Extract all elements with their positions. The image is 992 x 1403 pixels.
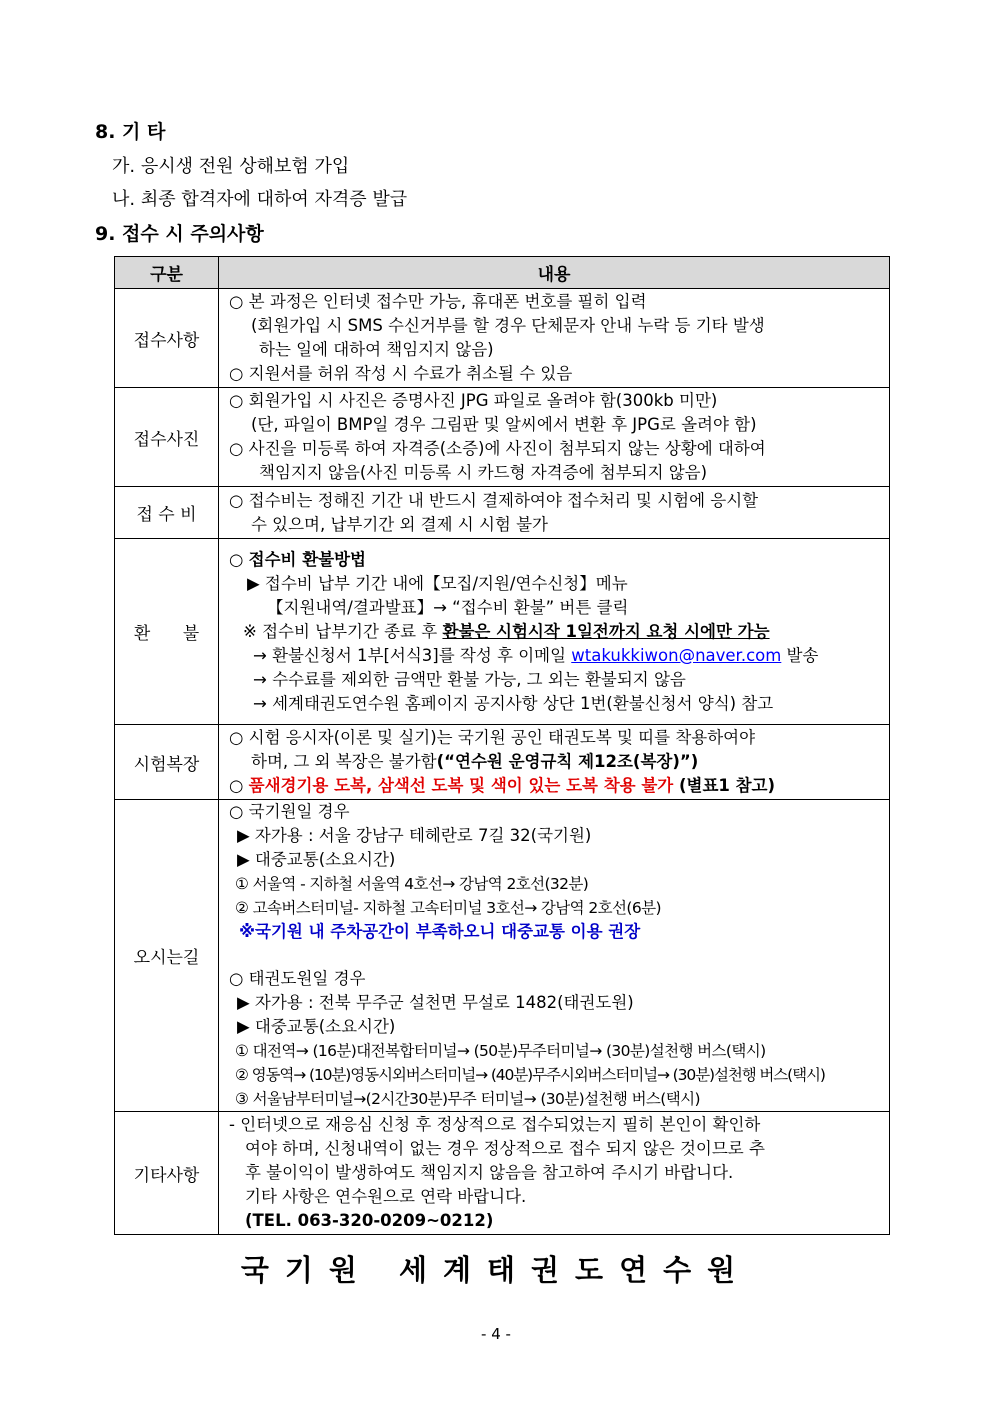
- content-reception: [219, 289, 890, 388]
- page-number: - 4 -: [481, 1325, 511, 1343]
- reception-line-1: ○ 본 과정은 인터넷 접수만 가능, 휴대폰 번호를 필히 입력: [229, 292, 647, 311]
- refund-step-2: 【지원내역/결과발표】→ “접수비 환불” 버튼 클릭: [267, 597, 629, 617]
- taekwondowon-transit: ▶ 대중교통(소요시간): [237, 1017, 396, 1036]
- reception-line-2: (회원가입 시 SMS 수신거부를 할 경우 단체문자 안내 누락 등 기타 발생: [251, 316, 765, 335]
- row-directions: [115, 800, 890, 1112]
- label-reception: 접수사항: [115, 289, 219, 388]
- label-directions: 오시는길: [115, 800, 219, 1112]
- taekwondowon-route-2: ② 영동역→ (10분)영동시외버스터미널→ (40분)무주시외버스터미널→ (30분)설천행 버스(택시): [235, 1066, 825, 1084]
- photo-line-1: ○ 회원가입 시 사진은 증명사진 JPG 파일로 올려야 함(300kb 미만): [229, 391, 718, 410]
- refund-arrow-1-prefix: → 환불신청서 1부[서식3]를 작성 후 이메일: [253, 645, 572, 665]
- refund-email-link[interactable]: wtakukkiwon@naver.com: [571, 645, 782, 665]
- kukkiwon-transit: ▶ 대중교통(소요시간): [237, 850, 396, 869]
- content-misc: [219, 1112, 890, 1235]
- label-refund: 환 불: [115, 539, 219, 725]
- misc-line-3: 후 불이익이 발생하여도 책임지지 않음을 참고하여 주시기 바랍니다.: [245, 1163, 734, 1182]
- refund-note-prefix: ※ 접수비 납부기간 종료 후: [243, 621, 443, 641]
- section8-item-2: 나. 최종 합격자에 대하여 자격증 발급: [112, 189, 408, 210]
- row-photo: [115, 388, 890, 487]
- section9-heading: 9. 접수 시 주의사항: [95, 223, 264, 245]
- refund-arrow-1-suffix: 발송: [781, 645, 819, 665]
- uniform-line-3: [229, 774, 881, 798]
- fee-line-1: ○ 접수비는 정해진 기간 내 반드시 결제하여야 접수처리 및 시험에 응시할: [229, 490, 759, 510]
- content-refund: [219, 539, 890, 725]
- refund-arrow-3: → 세계태권도연수원 홈페이지 공지사항 상단 1번(환불신청서 양식) 참고: [253, 693, 774, 713]
- reception-line-3: 하는 일에 대하여 책임지지 않음): [259, 340, 494, 359]
- refund-title-prefix: ○: [229, 549, 249, 569]
- refund-title-text: 접수비 환불방법: [248, 549, 366, 569]
- header-content: 내용: [219, 257, 890, 289]
- kukkiwon-route-1: ① 서울역 - 지하철 서울역 4호선→ 강남역 2호선(32분): [235, 875, 589, 893]
- fee-line-2: 수 있으며, 납부기간 외 결제 시 시험 불가: [251, 514, 548, 534]
- refund-arrow-2: → 수수료를 제외한 금액만 환불 가능, 그 외는 환불되지 않음: [253, 669, 686, 689]
- label-fee: 접 수 비: [115, 487, 219, 539]
- row-fee: [115, 487, 890, 539]
- refund-note: [229, 620, 881, 644]
- uniform-line-3-red: 품새경기용 도복, 삼색선 도복 및 색이 있는 도복 착용 불가: [248, 776, 674, 795]
- content-directions: [219, 800, 890, 1112]
- directions-spacer: [229, 944, 881, 967]
- misc-tel: (TEL. 063-320-0209~0212): [245, 1211, 494, 1230]
- kukkiwon-parking-notice: ※국기원 내 주차공간이 부족하오니 대중교통 이용 권장: [239, 922, 641, 941]
- taekwondowon-route-1: ① 대전역→ (16분)대전복합터미널→ (50분)무주터미널→ (30분)설천행 버스(택시): [235, 1042, 766, 1060]
- kukkiwon-car: ▶ 자가용 : 서울 강남구 테헤란로 7길 32(국기원): [237, 826, 592, 845]
- misc-line-4: 기타 사항은 연수원으로 연락 바랍니다.: [245, 1187, 527, 1206]
- reception-line-4: ○ 지원서를 허위 작성 시 수료가 취소될 수 있음: [229, 364, 573, 383]
- content-photo: [219, 388, 890, 487]
- refund-step-1: ▶ 접수비 납부 기간 내에【모집/지원/연수신청】메뉴: [247, 573, 628, 593]
- organization-name: 국기원 세계태권도연수원: [240, 1253, 752, 1287]
- row-reception: [115, 289, 890, 388]
- taekwondowon-route-3: ③ 서울남부터미널→(2시간30분)무주 터미널→ (30분)설천행 버스(택시): [235, 1090, 700, 1108]
- uniform-line-3-prefix: ○: [229, 776, 249, 795]
- label-photo: 접수사진: [115, 388, 219, 487]
- photo-line-3: ○ 사진을 미등록 하여 자격증(소증)에 사진이 첨부되지 않는 상황에 대하여: [229, 439, 766, 458]
- taekwondowon-car: ▶ 자가용 : 전북 무주군 설천면 무설로 1482(태권도원): [237, 993, 634, 1012]
- header-category: 구분: [115, 257, 219, 289]
- label-uniform: 시험복장: [115, 725, 219, 800]
- row-misc: [115, 1112, 890, 1235]
- refund-arrow-1: [229, 644, 881, 668]
- refund-note-emphasis: 환불은 시험시작 1일전까지 요청 시에만 가능: [442, 621, 770, 641]
- uniform-line-3-bold: (별표1 참고): [673, 776, 776, 795]
- uniform-line-2-bold: (“연수원 운영규칙 제12조(복장)”): [436, 752, 699, 771]
- content-fee: [219, 487, 890, 539]
- photo-line-4: 책임지지 않음(사진 미등록 시 카드형 자격증에 첨부되지 않음): [259, 463, 708, 482]
- content-uniform: [219, 725, 890, 800]
- refund-title: [229, 548, 881, 572]
- kukkiwon-route-2: ② 고속버스터미널- 지하철 고속터미널 3호선→ 강남역 2호선(6분): [235, 899, 661, 917]
- row-refund: [115, 539, 890, 725]
- misc-line-2: 여야 하며, 신청내역이 없는 경우 정상적으로 접수 되지 않은 것이므로 추: [245, 1139, 765, 1158]
- uniform-line-1: ○ 시험 응시자(이론 및 실기)는 국기원 공인 태권도복 및 띠를 착용하여야: [229, 728, 756, 747]
- misc-line-1: - 인터넷으로 재응심 신청 후 정상적으로 접수되었는지 필히 본인이 확인하: [229, 1115, 761, 1134]
- label-misc: 기타사항: [115, 1112, 219, 1235]
- row-uniform: [115, 725, 890, 800]
- photo-line-2: (단, 파일이 BMP일 경우 그림판 및 알씨에서 변환 후 JPG로 올려야 함): [251, 415, 757, 434]
- taekwondowon-title: ○ 태권도원일 경우: [229, 969, 366, 988]
- section8-heading: 8. 기 타: [95, 121, 166, 143]
- notice-table: [114, 256, 890, 1235]
- uniform-line-2: [229, 750, 881, 774]
- uniform-line-2-prefix: 하며, 그 외 복장은 불가함: [251, 752, 437, 771]
- section8-item-1: 가. 응시생 전원 상해보험 가입: [112, 156, 350, 177]
- kukkiwon-title: ○ 국기원일 경우: [229, 802, 350, 821]
